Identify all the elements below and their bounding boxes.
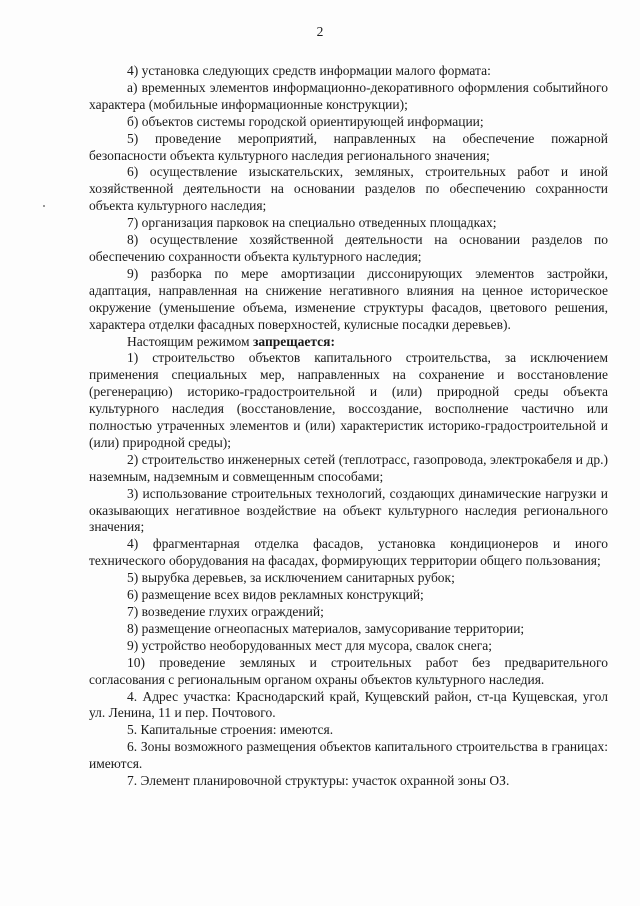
prohibited-item: 6) размещение всех видов рекламных конструкций; [127, 587, 424, 603]
section-buildings: 5. Капитальные строения: имеются. [127, 722, 334, 738]
prohibited-item: 10) проведение земляных и строительных работ без предварительного согласования с региональным органом охраны объектов культурного наследия. [89, 654, 608, 687]
paragraph: 9) разборка по мере амортизации диссонирующих элементов застройки, адаптация, направленная на снижение негативного влияния на ценное историческое окружение (уменьшение объема, изменение структуры фасадов, цветового решения, характера отделки фасадных поверхностей, кулисные посадки деревьев). [89, 265, 608, 332]
prohibited-intro [89, 334, 608, 351]
prohibited-item: 4) фрагментарная отделка фасадов, установка кондиционеров и иного технического оборудования на фасадах, формирующих территории общего пользования; [89, 536, 608, 569]
prohibited-item: 5) вырубка деревьев, за исключением санитарных рубок; [127, 570, 455, 586]
section-zones: 6. Зоны возможного размещения объектов капитального строительства в границах: имеются. [89, 739, 608, 772]
prohibited-intro-bold: запрещается: [252, 333, 335, 349]
prohibited-item: 9) устройство необорудованных мест для мусора, свалок снега; [127, 637, 493, 653]
paragraph: б) объектов системы городской ориентирующей информации; [127, 113, 484, 129]
section-address: 4. Адрес участка: Краснодарский край, Кущевский район, ст-ца Кущевская, угол ул. Ленина, 11 и пер. Почтового. [89, 688, 608, 721]
paragraph: 5) проведение мероприятий, направленных на обеспечение пожарной безопасности объекта культурного наследия регионального значения; [89, 130, 608, 163]
prohibited-item: 7) возведение глухих ограждений; [127, 604, 324, 619]
prohibited-item: 3) использование строительных технологий, создающих динамические нагрузки и оказывающих негативное воздействие на объект культурного наследия регионального значения; [89, 485, 608, 535]
prohibited-item: 2) строительство инженерных сетей (теплотрасс, газопровода, электрокабеля и др.) наземным, надземным и совмещенным способами; [89, 451, 608, 484]
paragraph: 4) установка следующих средств информации малого формата: [127, 63, 491, 78]
section-planning-element: 7. Элемент планировочной структуры: участок охранной зоны ОЗ. [127, 773, 510, 789]
prohibited-intro-prefix: Настоящим режимом [127, 333, 253, 349]
paragraph: 8) осуществление хозяйственной деятельности на основании разделов по обеспечению сохранности объекта культурного наследия; [89, 232, 608, 264]
paragraph: 6) осуществление изыскательских, земляных, строительных работ и иной хозяйственной деятельности на основании разделов по обеспечению сохранности объекта культурного наследия; [89, 164, 608, 214]
page-number: 2 [316, 24, 324, 39]
scan-speck [43, 205, 45, 207]
paragraph: 7) организация парковок на специально отведенных площадках; [127, 215, 497, 231]
prohibited-item: 8) размещение огнеопасных материалов, замусоривание территории; [127, 620, 525, 636]
prohibited-item: 1) строительство объектов капитального строительства, за исключением применения специальных мер, направленных на сохранение и восстановление (регенерацию) историко-градостроительной и (или) природной среды объекта культурного наследия (восстановление, воссоздание, восполнение частично или полностью утраченных элементов и (или) характеристик историко-градостроительной и (или) природной среды); [89, 350, 608, 450]
document-body [89, 63, 608, 790]
paragraph: а) временных элементов информационно-декоративного оформления событийного характера (мобильные информационные конструкции); [89, 79, 608, 112]
